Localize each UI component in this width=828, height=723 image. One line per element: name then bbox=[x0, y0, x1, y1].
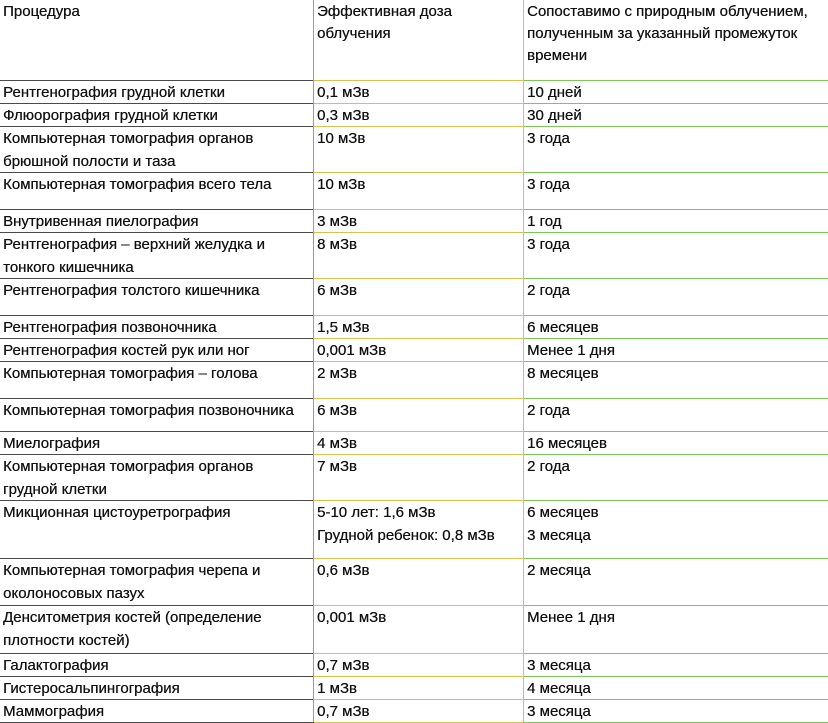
natural-equivalent-cell-line: 3 месяца bbox=[527, 527, 591, 544]
dose-cell-line: 0,3 мЗв bbox=[317, 107, 370, 124]
dose-cell-line: 4 мЗв bbox=[317, 435, 357, 452]
natural-equivalent-cell-line: 1 год bbox=[527, 213, 562, 230]
procedure-cell-line: Миелография bbox=[3, 435, 100, 452]
dose-cell bbox=[314, 279, 524, 316]
header-effective-dose bbox=[314, 0, 524, 81]
table-row bbox=[0, 501, 828, 559]
procedure-cell-line: Рентгенография толстого кишечника bbox=[3, 282, 260, 299]
dose-cell bbox=[314, 432, 524, 455]
natural-equivalent-cell bbox=[524, 501, 828, 559]
dose-cell bbox=[314, 210, 524, 233]
dose-cell bbox=[314, 501, 524, 559]
procedure-cell-line: Рентгенография позвоночника bbox=[3, 319, 217, 336]
dose-cell-line: 5-10 лет: 1,6 мЗв bbox=[317, 504, 436, 521]
dose-cell bbox=[314, 455, 524, 501]
procedure-cell bbox=[0, 81, 314, 104]
natural-equivalent-cell-line: 6 месяцев bbox=[527, 504, 599, 521]
natural-equivalent-cell-line: 16 месяцев bbox=[527, 435, 607, 452]
procedure-cell bbox=[0, 501, 314, 559]
dose-cell bbox=[314, 127, 524, 173]
dose-cell bbox=[314, 81, 524, 104]
procedure-cell bbox=[0, 127, 314, 173]
dose-cell-line: 6 мЗв bbox=[317, 402, 357, 419]
natural-equivalent-cell bbox=[524, 559, 828, 606]
header-procedure-text: Процедура bbox=[3, 3, 80, 20]
dose-cell-line: 0,1 мЗв bbox=[317, 84, 370, 101]
procedure-cell-line: околоносовых пазух bbox=[3, 585, 145, 602]
natural-equivalent-cell-line: 2 года bbox=[527, 282, 570, 299]
dose-cell-line: 10 мЗв bbox=[317, 130, 366, 147]
dose-cell bbox=[314, 233, 524, 279]
table-row bbox=[0, 173, 828, 210]
natural-equivalent-cell-line: 6 месяцев bbox=[527, 319, 599, 336]
natural-equivalent-cell-line: 8 месяцев bbox=[527, 365, 599, 382]
procedure-cell bbox=[0, 362, 314, 399]
procedure-cell-line: Компьютерная томография позвоночника bbox=[3, 402, 294, 419]
dose-cell bbox=[314, 559, 524, 606]
dose-cell-line: 0,6 мЗв bbox=[317, 562, 370, 579]
dose-cell-line: 1 мЗв bbox=[317, 680, 357, 697]
natural-equivalent-cell-line: 3 месяца bbox=[527, 703, 591, 720]
natural-equivalent-cell bbox=[524, 432, 828, 455]
procedure-cell-line: Галактография bbox=[3, 657, 109, 674]
procedure-cell bbox=[0, 399, 314, 432]
procedure-cell-line: Компьютерная томография черепа и bbox=[3, 562, 261, 579]
table-row bbox=[0, 279, 828, 316]
dose-cell bbox=[314, 173, 524, 210]
procedure-cell bbox=[0, 339, 314, 362]
dose-cell-line: 0,7 мЗв bbox=[317, 703, 370, 720]
natural-equivalent-cell bbox=[524, 399, 828, 432]
header-procedure bbox=[0, 0, 314, 81]
procedure-cell-line: Компьютерная томография органов bbox=[3, 458, 254, 475]
natural-equivalent-cell-line: Менее 1 дня bbox=[527, 342, 615, 359]
procedure-cell bbox=[0, 432, 314, 455]
column-divider bbox=[523, 0, 524, 720]
table-row bbox=[0, 455, 828, 501]
natural-equivalent-cell-line: 2 года bbox=[527, 402, 570, 419]
dose-cell-line: 0,001 мЗв bbox=[317, 609, 387, 626]
header-natural-equivalent bbox=[524, 0, 828, 81]
header-natural-line: времени bbox=[527, 47, 587, 64]
natural-equivalent-cell bbox=[524, 362, 828, 399]
header-dose-line: облучения bbox=[317, 25, 391, 42]
dose-cell bbox=[314, 399, 524, 432]
header-dose-line: Эффективная доза bbox=[317, 3, 452, 20]
procedure-cell bbox=[0, 279, 314, 316]
dose-cell-line: 8 мЗв bbox=[317, 236, 357, 253]
natural-equivalent-cell bbox=[524, 279, 828, 316]
procedure-cell-line: Маммография bbox=[3, 703, 104, 720]
dose-cell-line: 3 мЗв bbox=[317, 213, 357, 230]
procedure-cell-line: Рентгенография грудной клетки bbox=[3, 84, 225, 101]
column-divider bbox=[313, 0, 314, 720]
procedure-cell-line: Компьютерная томография – голова bbox=[3, 365, 258, 382]
dose-cell bbox=[314, 606, 524, 654]
table-row bbox=[0, 399, 828, 432]
procedure-cell-line: плотности костей) bbox=[3, 632, 130, 649]
dose-cell-line: 0,001 мЗв bbox=[317, 342, 387, 359]
dose-cell-line: 2 мЗв bbox=[317, 365, 357, 382]
dose-cell bbox=[314, 339, 524, 362]
natural-equivalent-cell-line: 3 года bbox=[527, 236, 570, 253]
header-natural-line: Сопоставимо с природным облучением, bbox=[527, 3, 808, 20]
natural-equivalent-cell bbox=[524, 654, 828, 677]
procedure-cell-line: Микционная цистоуретрография bbox=[3, 504, 231, 521]
procedure-cell-line: тонкого кишечника bbox=[3, 259, 134, 276]
procedure-cell-line: Гистеросальпингография bbox=[3, 680, 180, 697]
procedure-cell bbox=[0, 606, 314, 654]
natural-equivalent-cell bbox=[524, 606, 828, 654]
dose-cell-line: 6 мЗв bbox=[317, 282, 357, 299]
natural-equivalent-cell-line: 3 года bbox=[527, 176, 570, 193]
dose-cell bbox=[314, 316, 524, 339]
procedure-cell-line: Флюорография грудной клетки bbox=[3, 107, 218, 124]
natural-equivalent-cell-line: 2 года bbox=[527, 458, 570, 475]
dose-cell-line: 10 мЗв bbox=[317, 176, 366, 193]
procedure-cell bbox=[0, 677, 314, 700]
procedure-cell-line: Рентгенография костей рук или ног bbox=[3, 342, 250, 359]
table-row bbox=[0, 233, 828, 279]
table-row bbox=[0, 210, 828, 233]
table-row bbox=[0, 127, 828, 173]
natural-equivalent-cell-line: 3 месяца bbox=[527, 657, 591, 674]
table-row bbox=[0, 559, 828, 606]
table-header-row bbox=[0, 0, 828, 81]
dose-cell bbox=[314, 104, 524, 127]
natural-equivalent-cell-line: 2 месяца bbox=[527, 562, 591, 579]
natural-equivalent-cell bbox=[524, 233, 828, 279]
dose-cell-line: 1,5 мЗв bbox=[317, 319, 370, 336]
table-row bbox=[0, 654, 828, 677]
natural-equivalent-cell bbox=[524, 455, 828, 501]
natural-equivalent-cell bbox=[524, 339, 828, 362]
dose-cell bbox=[314, 654, 524, 677]
dose-cell-line: 0,7 мЗв bbox=[317, 657, 370, 674]
procedure-cell-line: брюшной полости и таза bbox=[3, 153, 176, 170]
procedure-cell-line: Компьютерная томография органов bbox=[3, 130, 254, 147]
natural-equivalent-cell bbox=[524, 316, 828, 339]
natural-equivalent-cell-line: 4 месяца bbox=[527, 680, 591, 697]
procedure-cell-line: Компьютерная томография всего тела bbox=[3, 176, 272, 193]
natural-equivalent-cell bbox=[524, 173, 828, 210]
procedure-cell-line: Денситометрия костей (определение bbox=[3, 609, 262, 626]
table-row bbox=[0, 606, 828, 654]
dose-cell bbox=[314, 362, 524, 399]
table-row bbox=[0, 104, 828, 127]
table-row bbox=[0, 339, 828, 362]
procedure-cell bbox=[0, 316, 314, 339]
procedure-cell bbox=[0, 233, 314, 279]
dose-cell bbox=[314, 677, 524, 700]
procedure-cell bbox=[0, 654, 314, 677]
natural-equivalent-cell-line: Менее 1 дня bbox=[527, 609, 615, 626]
natural-equivalent-cell bbox=[524, 677, 828, 700]
natural-equivalent-cell bbox=[524, 127, 828, 173]
dose-cell-line: 7 мЗв bbox=[317, 458, 357, 475]
procedure-cell bbox=[0, 455, 314, 501]
procedure-cell-line: Внутривенная пиелография bbox=[3, 213, 199, 230]
procedure-cell-line: грудной клетки bbox=[3, 481, 107, 498]
header-natural-line: полученным за указанный промежуток bbox=[527, 25, 798, 42]
natural-equivalent-cell-line: 30 дней bbox=[527, 107, 582, 124]
procedure-cell bbox=[0, 559, 314, 606]
procedure-cell bbox=[0, 210, 314, 233]
procedure-cell bbox=[0, 173, 314, 210]
natural-equivalent-cell bbox=[524, 104, 828, 127]
procedure-cell-line: Рентгенография – верхний желудка и bbox=[3, 236, 265, 253]
procedure-cell bbox=[0, 104, 314, 127]
natural-equivalent-cell bbox=[524, 81, 828, 104]
dose-cell-line: Грудной ребенок: 0,8 мЗв bbox=[317, 527, 495, 544]
table-row bbox=[0, 432, 828, 455]
natural-equivalent-cell bbox=[524, 210, 828, 233]
table-row bbox=[0, 316, 828, 339]
table-row bbox=[0, 677, 828, 700]
table-row bbox=[0, 81, 828, 104]
natural-equivalent-cell-line: 10 дней bbox=[527, 84, 582, 101]
natural-equivalent-cell-line: 3 года bbox=[527, 130, 570, 147]
table-row bbox=[0, 362, 828, 399]
